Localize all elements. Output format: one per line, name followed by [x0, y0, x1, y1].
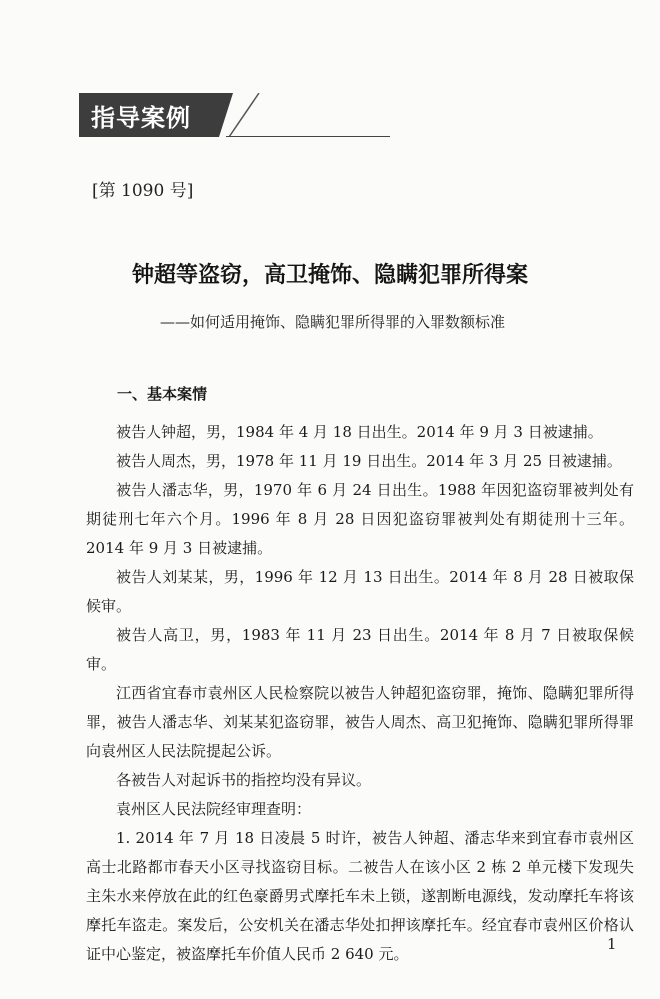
section-banner — [79, 93, 390, 137]
paragraph-defendant-liu: 被告人刘某某，男，1996 年 12 月 13 日出生。2014 年 8 月 28 日被取保候审。 — [86, 568, 634, 615]
section-heading: 一、基本案情 — [117, 385, 208, 403]
paragraph-defendant-zhoujie: 被告人周杰，男，1978 年 11 月 19 日出生。2014 年 3 月 25 日被逮捕。 — [116, 452, 622, 470]
case-title: 钟超等盗窃，高卫掩饰、隐瞒犯罪所得案 — [131, 263, 528, 288]
page-number: 1 — [607, 935, 617, 953]
paragraph-court-findings: 袁州区人民法院经审理查明： — [116, 800, 312, 818]
paragraph-defendant-panzhihua: 被告人潘志华，男，1970 年 6 月 24 日出生。1988 年因犯盗窃罪被判处有期徒刑七年六个月。1996 年 8 月 28 日因犯盗窃罪被判处有期徒刑十三年。2014 年 9 月 3 日被逮捕。 — [86, 481, 634, 557]
case-subtitle: ——如何适用掩饰、隐瞒犯罪所得罪的入罪数额标准 — [160, 313, 506, 331]
paragraph-defendant-gaowei: 被告人高卫，男，1983 年 11 月 23 日出生。2014 年 8 月 7 日被取保候审。 — [86, 626, 634, 673]
paragraph-prosecution: 江西省宜春市袁州区人民检察院以被告人钟超犯盗窃罪，掩饰、隐瞒犯罪所得罪，被告人潘志华、刘某某犯盗窃罪，被告人周杰、高卫犯掩饰、隐瞒犯罪所得罪向袁州区人民法院提起公诉。 — [86, 684, 634, 760]
paragraph-fact-1: 1. 2014 年 7 月 18 日凌晨 5 时许，被告人钟超、潘志华来到宜春市袁州区高士北路都市春天小区寻找盗窃目标。二被告人在该小区 2 栋 2 单元楼下发现失主朱水来停放在此的红色豪爵男式摩托车未上锁，遂割断电源线，发动摩托车将该摩托车盗走。案发后，公安机关在潘志华处扣押该摩托车。经宜春市袁州区价格认证中心鉴定，被盗摩托车价值人民币 2 640 元。 — [86, 829, 634, 963]
paragraph-no-objection: 各被告人对起诉书的指控均没有异议。 — [116, 771, 372, 789]
banner-label: 指导案例 — [91, 104, 191, 132]
paragraph-defendant-zhongchao: 被告人钟超，男，1984 年 4 月 18 日出生。2014 年 9 月 3 日被逮捕。 — [116, 423, 603, 441]
body-text — [86, 418, 634, 969]
case-number: [第 1090 号] — [92, 181, 194, 201]
